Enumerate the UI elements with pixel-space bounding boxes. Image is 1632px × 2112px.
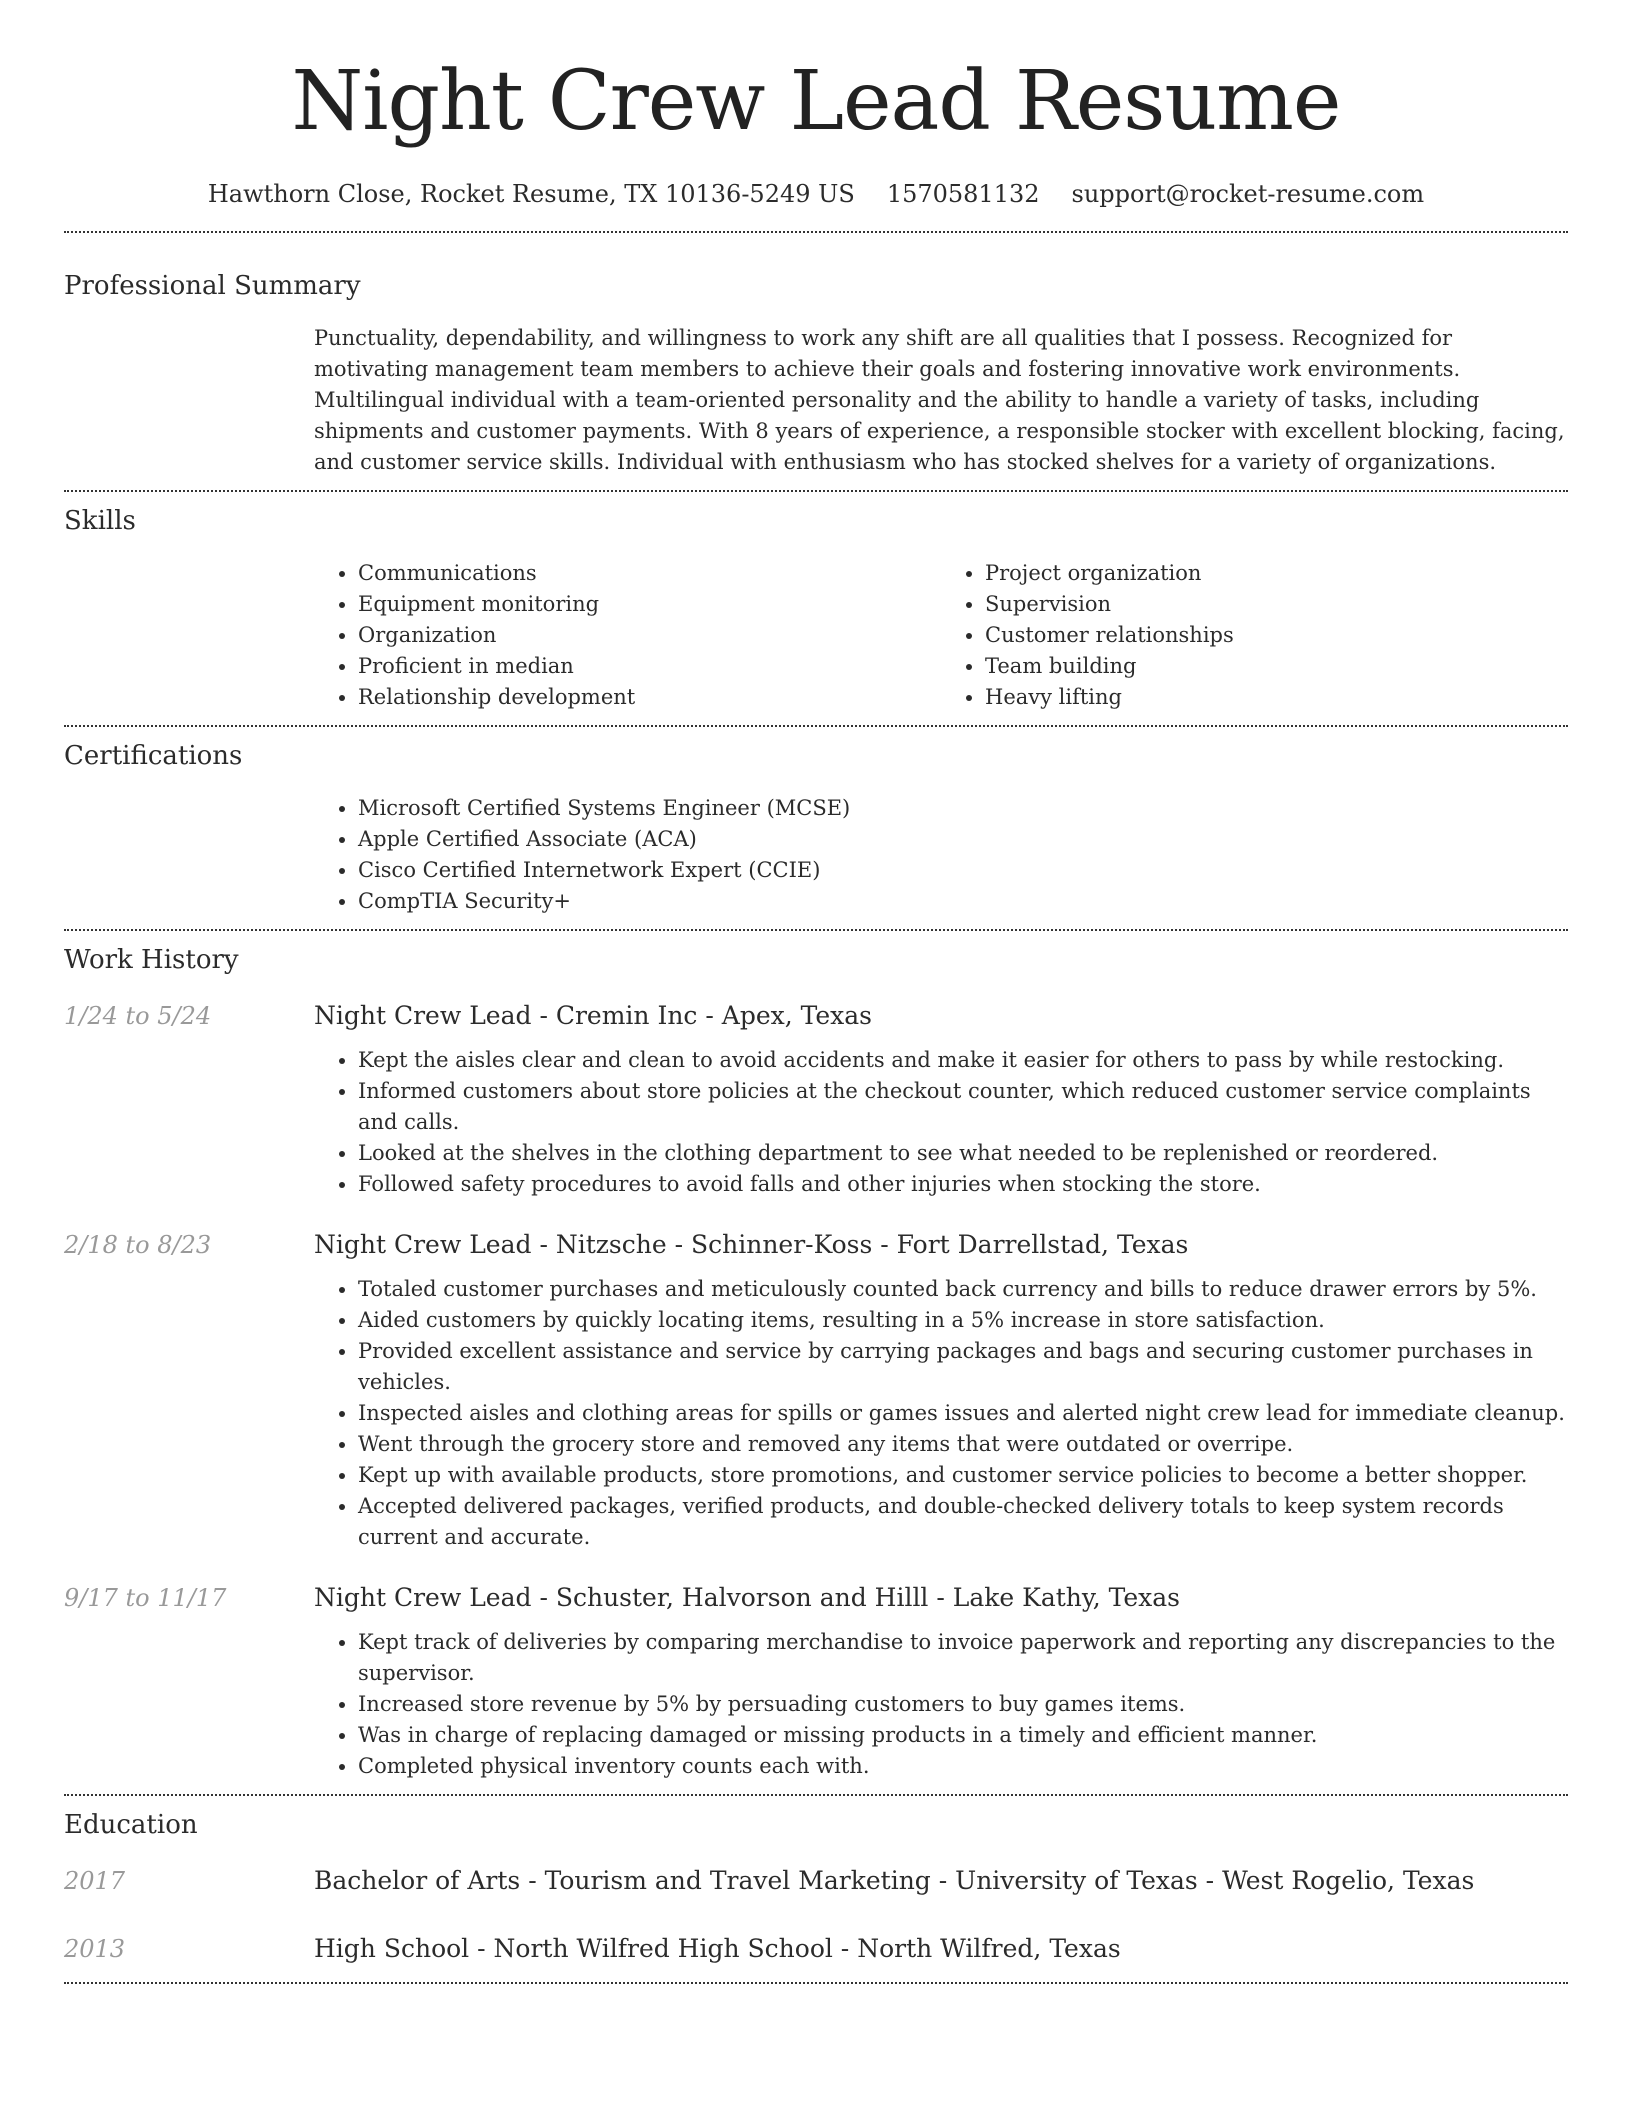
job-dates: 1/24 to 5/24	[64, 1002, 212, 1030]
work-history-section	[64, 943, 1568, 1782]
list-item: • Followed safety procedures to avoid falls and other injuries when stocking the store.	[358, 1169, 1568, 1200]
education-degree: Bachelor of Arts - Tourism and Travel Marketing - University of Texas - West Rogelio, Texas	[314, 1866, 1475, 1895]
work-history-heading: Work History	[64, 945, 239, 975]
list-item: • Microsoft Certified Systems Engineer (MCSE)	[358, 793, 1568, 824]
skills-column-left	[314, 558, 941, 713]
job-title: Night Crew Lead - Schuster, Halvorson and Hilll - Lake Kathy, Texas	[314, 1583, 1180, 1612]
skills-list	[314, 558, 1568, 713]
education-entry	[64, 1864, 1568, 1898]
list-item: • Proficient in median	[358, 651, 941, 682]
list-item: • Communications	[358, 558, 941, 589]
list-item: • Customer relationships	[985, 620, 1568, 651]
list-item: • Equipment monitoring	[358, 589, 941, 620]
list-item: • Aided customers by quickly locating items, resulting in a 5% increase in store satisfaction.	[358, 1305, 1568, 1336]
job-entry	[64, 999, 1568, 1200]
list-item: • Totaled customer purchases and meticulously counted back currency and bills to reduce drawer errors by 5%.	[358, 1274, 1568, 1305]
skills-heading: Skills	[64, 506, 136, 536]
job-bullets	[314, 1627, 1568, 1782]
skills-section	[64, 504, 1568, 713]
list-item: • Apple Certified Associate (ACA)	[358, 824, 1568, 855]
list-item: • Provided excellent assistance and service by carrying packages and bags and securing customer purchases in vehicles.	[358, 1336, 1568, 1398]
divider	[64, 1982, 1568, 1984]
divider	[64, 929, 1568, 931]
list-item: • Supervision	[985, 589, 1568, 620]
contact-address: Hawthorn Close, Rocket Resume, TX 10136-5249 US	[207, 180, 855, 208]
summary-section	[64, 269, 1568, 478]
job-title: Night Crew Lead - Nitzsche - Schinner-Koss - Fort Darrellstad, Texas	[314, 1230, 1189, 1259]
education-year: 2017	[64, 1867, 126, 1895]
job-dates: 2/18 to 8/23	[64, 1231, 212, 1259]
divider	[64, 231, 1568, 233]
job-dates: 9/17 to 11/17	[64, 1584, 227, 1612]
list-item: • Accepted delivered packages, verified products, and double-checked delivery totals to keep system records current and accurate.	[358, 1491, 1568, 1553]
list-item: • Looked at the shelves in the clothing department to see what needed to be replenished or reordered.	[358, 1138, 1568, 1169]
list-item: • Increased store revenue by 5% by persuading customers to buy games items.	[358, 1689, 1568, 1720]
list-item: • Informed customers about store policies at the checkout counter, which reduced customer service complaints and calls.	[358, 1076, 1568, 1138]
education-section	[64, 1808, 1568, 1966]
list-item: • Organization	[358, 620, 941, 651]
list-item: • Relationship development	[358, 682, 941, 713]
certifications-heading: Certifications	[64, 741, 243, 771]
list-item: • Heavy lifting	[985, 682, 1568, 713]
contact-phone: 1570581132	[886, 180, 1040, 208]
list-item: • Kept the aisles clear and clean to avoid accidents and make it easier for others to pass by while restocking.	[358, 1045, 1568, 1076]
divider	[64, 1794, 1568, 1796]
list-item: • Team building	[985, 651, 1568, 682]
list-item: • Was in charge of replacing damaged or missing products in a timely and efficient manner.	[358, 1720, 1568, 1751]
list-item: • Cisco Certified Internetwork Expert (CCIE)	[358, 855, 1568, 886]
education-entry	[64, 1932, 1568, 1966]
job-bullets	[314, 1045, 1568, 1200]
education-year: 2013	[64, 1935, 126, 1963]
list-item: • Kept track of deliveries by comparing merchandise to invoice paperwork and reporting any discrepancies to the supervisor.	[358, 1627, 1568, 1689]
list-item: • Project organization	[985, 558, 1568, 589]
education-heading: Education	[64, 1810, 198, 1840]
list-item: • Went through the grocery store and removed any items that were outdated or overripe.	[358, 1429, 1568, 1460]
contact-email: support@rocket-resume.com	[1071, 180, 1425, 208]
skills-column-right	[941, 558, 1568, 713]
job-bullets	[314, 1274, 1568, 1553]
job-title: Night Crew Lead - Cremin Inc - Apex, Texas	[314, 1001, 872, 1030]
summary-heading: Professional Summary	[64, 271, 361, 301]
list-item: • CompTIA Security+	[358, 886, 1568, 917]
list-item: • Completed physical inventory counts each with.	[358, 1751, 1568, 1782]
certifications-list	[314, 793, 1568, 917]
divider	[64, 490, 1568, 492]
education-degree: High School - North Wilfred High School - North Wilfred, Texas	[314, 1934, 1121, 1963]
job-entry	[64, 1228, 1568, 1553]
contact-line	[64, 174, 1568, 214]
summary-text: Punctuality, dependability, and willingness to work any shift are all qualities that I possess. Recognized for motivating management team members to achieve their goals and fostering innovative work environments. Multilingual individual with a team-oriented personality and the ability to handle a variety of tasks, including shipments and customer payments. With 8 years of experience, a responsible stocker with excellent blocking, facing, and customer service skills. Individual with enthusiasm who has stocked shelves for a variety of organizations.	[314, 326, 1565, 474]
job-entry	[64, 1581, 1568, 1782]
list-item: • Kept up with available products, store promotions, and customer service policies to become a better shopper.	[358, 1460, 1568, 1491]
divider	[64, 725, 1568, 727]
certifications-section	[64, 739, 1568, 917]
resume-title: Night Crew Lead Resume	[291, 54, 1341, 149]
list-item: • Inspected aisles and clothing areas for spills or games issues and alerted night crew lead for immediate cleanup.	[358, 1398, 1568, 1429]
